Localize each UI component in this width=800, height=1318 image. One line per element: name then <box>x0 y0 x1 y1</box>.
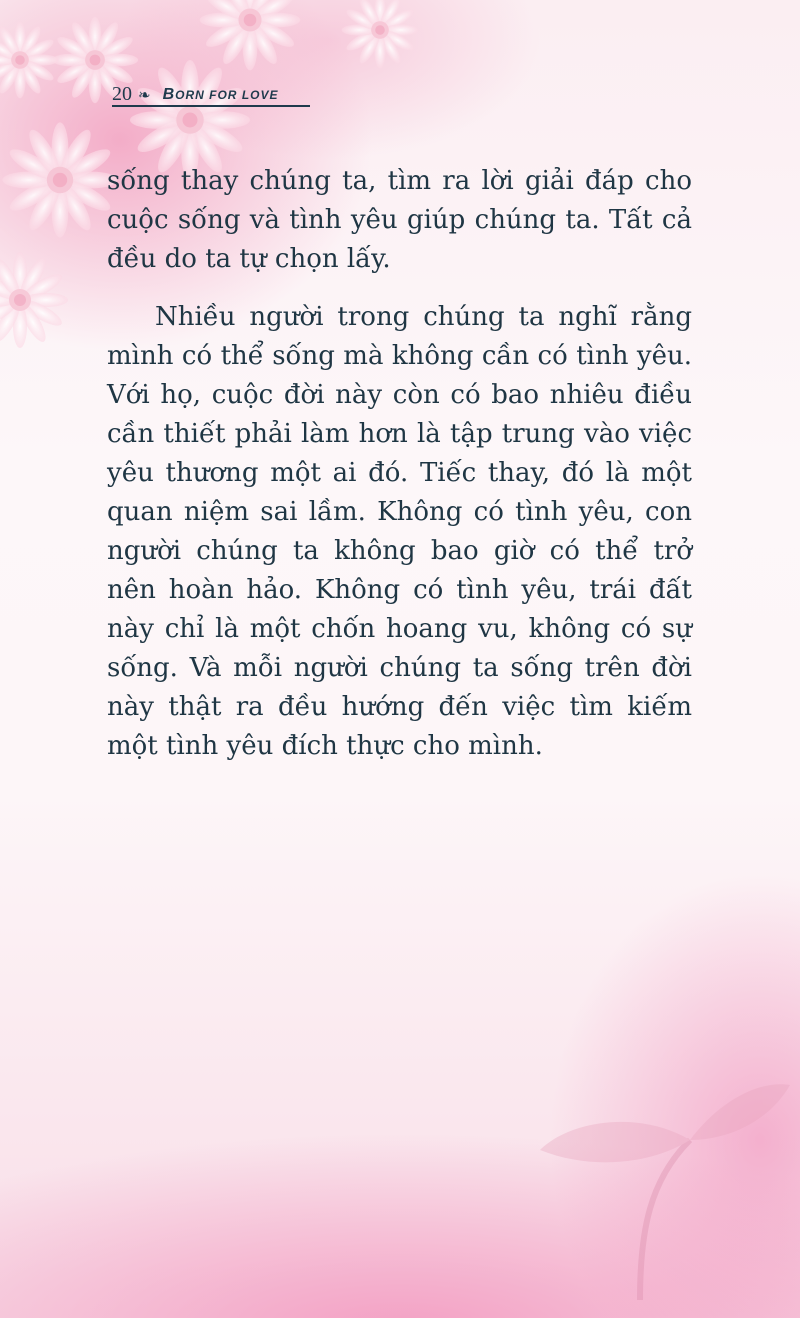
book-title <box>163 85 279 105</box>
paragraph-continued: sống thay chúng ta, tìm ra lời giải đáp cho cuộc sống và tình yêu giúp chúng ta. Tất cả đều do ta tự chọn lấy. <box>107 166 692 274</box>
paragraph: Nhiều người trong chúng ta nghĩ rằng mình có thể sống mà không cần có tình yêu. Với họ, cuộc đời này còn có bao nhiêu điều cần thiết phải làm hơn là tập trung vào việc yêu thương một ai đó. Tiếc thay, đó là một quan niệm sai lầm. Không có tình yêu, con người chúng ta không bao giờ có thể trở nên hoàn hảo. Không có tình yêu, trái đất này chỉ là một chốn hoang vu, không có sự sống. Và mỗi người chúng ta sống trên đời này thật ra đều hướng đến việc tìm kiếm một tình yêu đích thực cho mình. <box>107 302 692 761</box>
page-number: 20 <box>112 83 132 105</box>
page-body-text <box>107 162 692 766</box>
leaf-ornament-icon: ❧ <box>138 86 151 104</box>
book-title-small-caps: ORN FOR <box>175 88 242 102</box>
book-title-initial: B <box>162 86 176 103</box>
book-title-suffix: LOVE <box>241 88 279 102</box>
running-header <box>112 81 310 107</box>
